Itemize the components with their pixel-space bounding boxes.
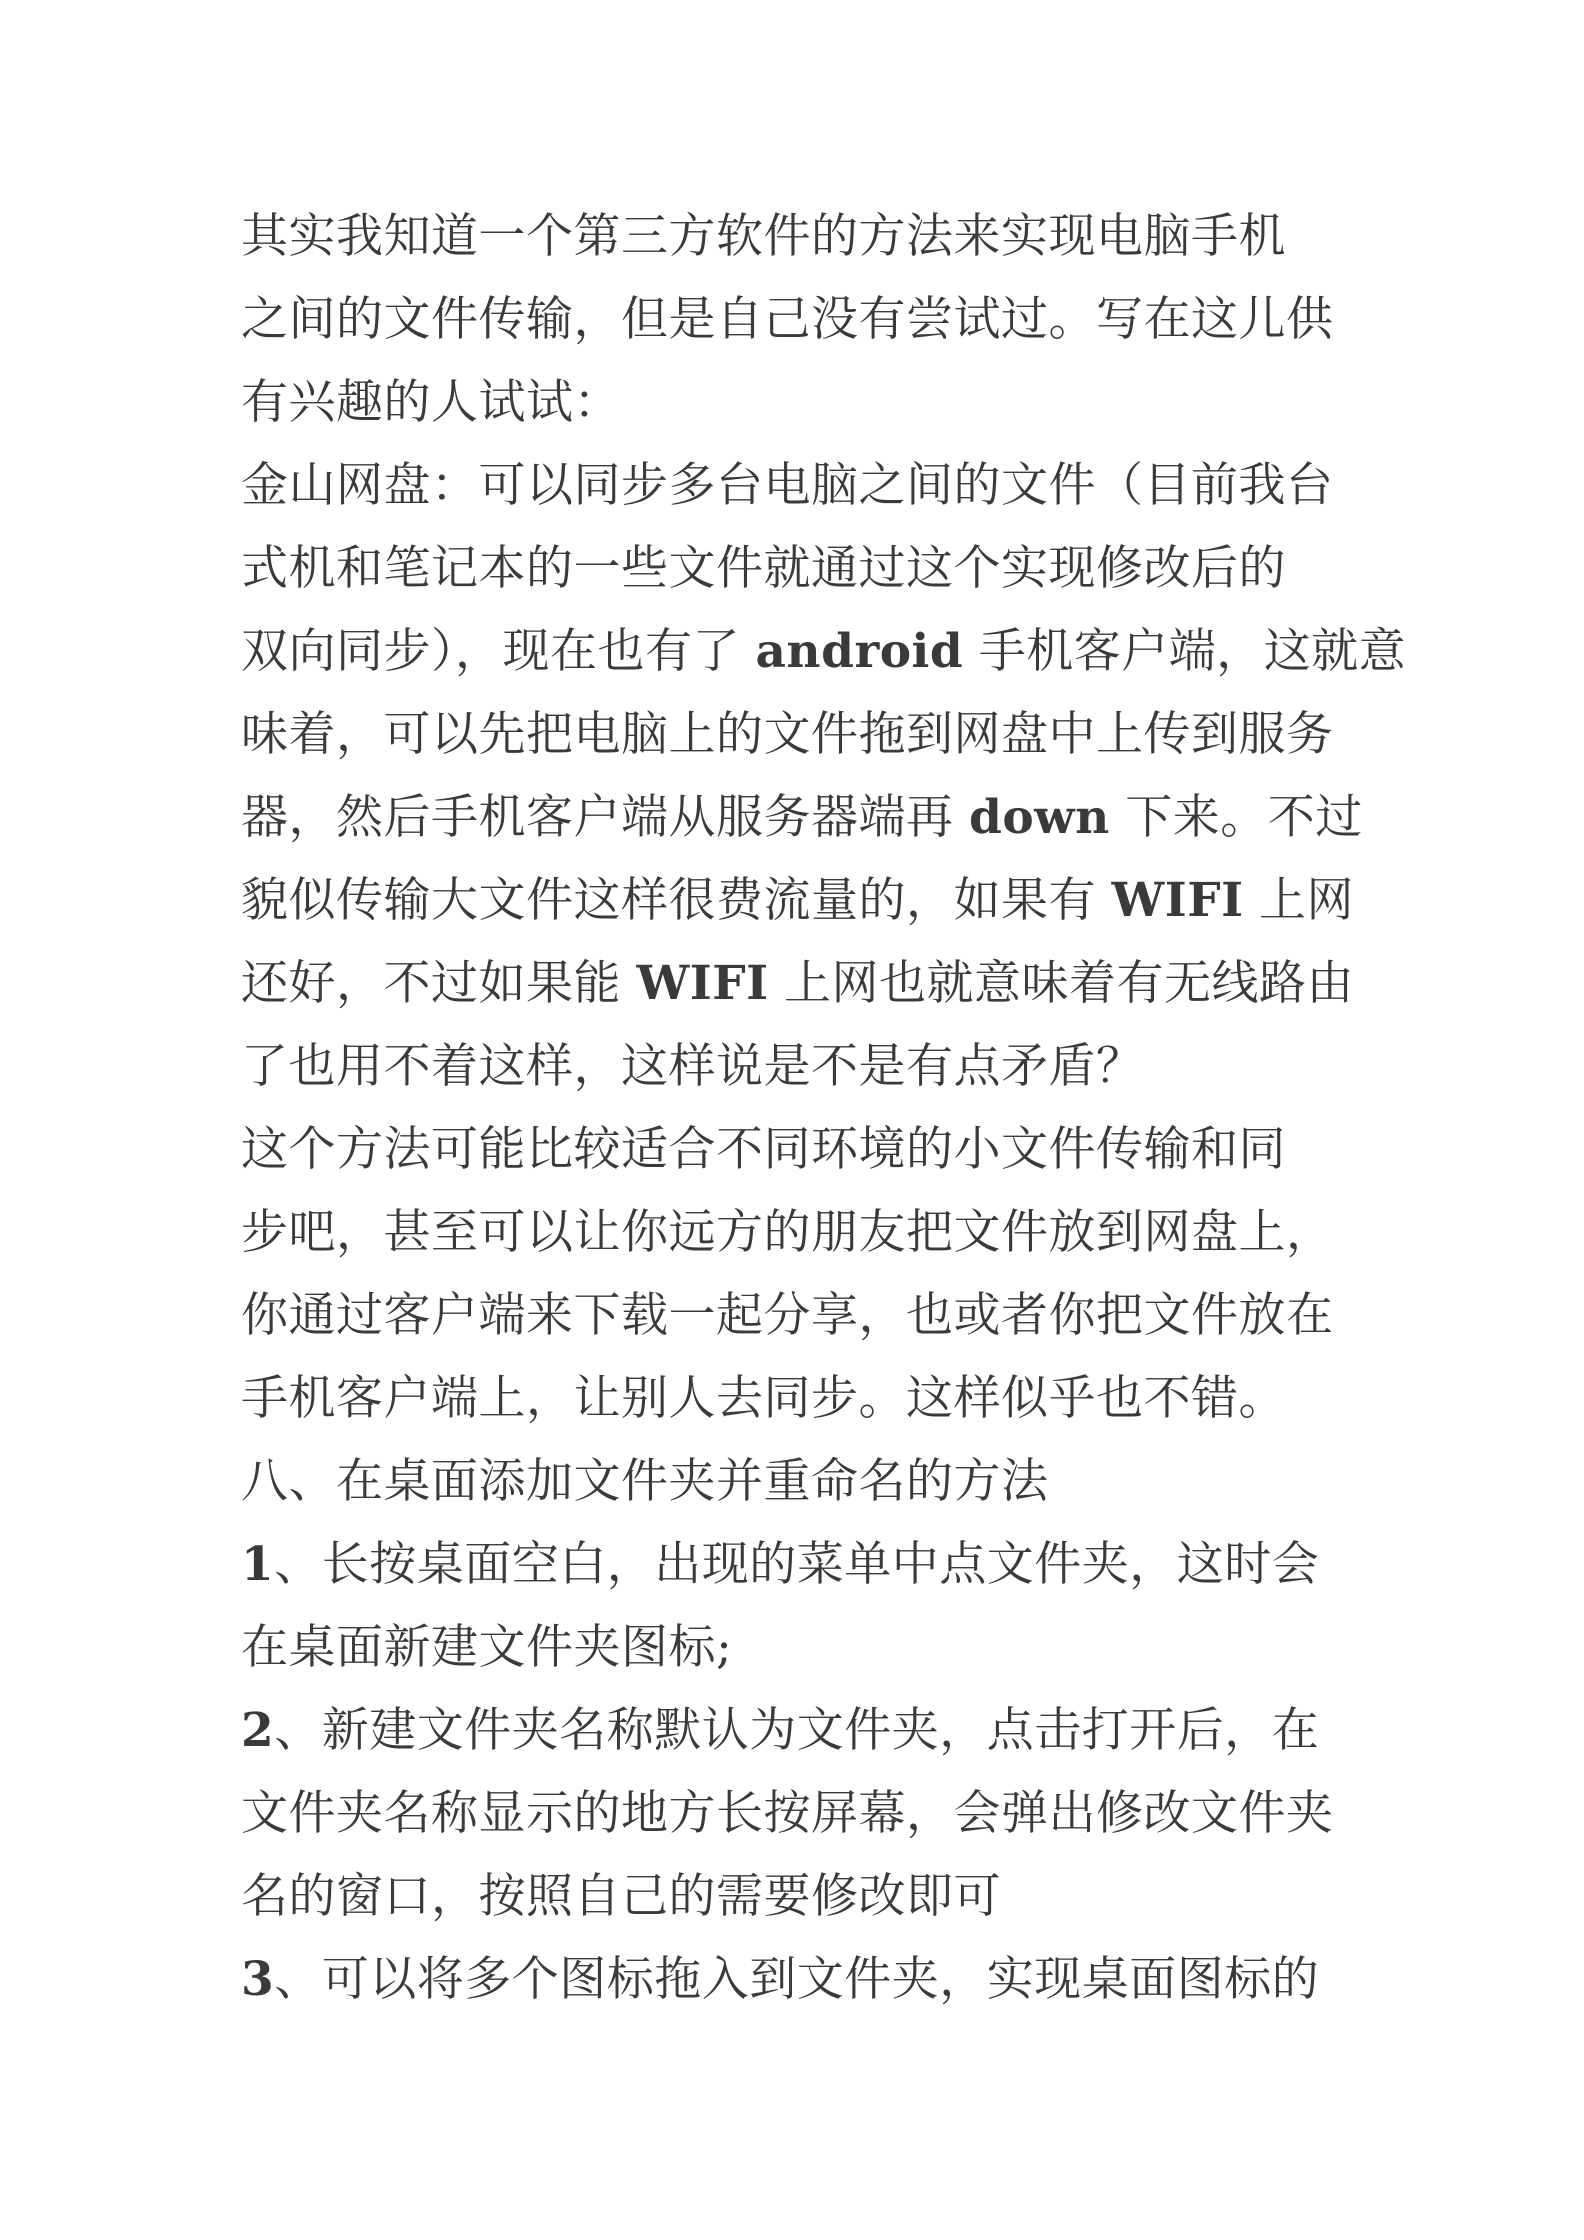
list-number: 3: [241, 1952, 275, 2007]
text-line: [241, 776, 1363, 859]
text-line: [241, 1191, 1351, 1274]
text-run: 之间的文件传输，但是自己没有尝试过。写在这儿供: [241, 292, 1334, 347]
text-run: 下来。不过: [1109, 790, 1363, 845]
text-run: 、新建文件夹名称默认为文件夹，点击打开后，在: [274, 1703, 1320, 1758]
text-line: [241, 859, 1355, 942]
text-line: [241, 1772, 1351, 1855]
bold-term: WIFI: [636, 956, 769, 1011]
bold-term: down: [968, 790, 1110, 845]
text-line: [241, 1855, 1351, 1938]
text-line: [241, 195, 1351, 278]
text-line: [241, 278, 1351, 361]
text-run: 了也用不着这样，这样说是不是有点矛盾？: [241, 1039, 1144, 1094]
text-run: 还好，不过如果能: [241, 956, 637, 1011]
text-line: [241, 693, 1351, 776]
text-run: 八、在桌面添加文件夹并重命名的方法: [241, 1454, 1049, 1509]
text-line: [241, 610, 1407, 693]
bold-term: WIFI: [1111, 873, 1244, 928]
text-run: 文件夹名称显示的地方长按屏幕，会弹出修改文件夹: [241, 1786, 1334, 1841]
text-line: [241, 1025, 1351, 1108]
text-run: 、长按桌面空白，出现的菜单中点文件夹，这时会: [274, 1537, 1320, 1592]
text-run: 你通过客户端来下载一起分享，也或者你把文件放在: [241, 1288, 1334, 1343]
text-run: 其实我知道一个第三方软件的方法来实现电脑手机: [241, 209, 1286, 264]
text-run: 这个方法可能比较适合不同环境的小文件传输和同: [241, 1122, 1286, 1177]
text-line: [241, 1357, 1351, 1440]
text-run: 上网: [1243, 873, 1355, 928]
text-run: 名的窗口，按照自己的需要修改即可: [241, 1869, 1001, 1924]
text-line: [241, 1274, 1351, 1357]
text-line: [241, 942, 1355, 1025]
list-number: 1: [241, 1537, 275, 1592]
text-run: 器，然后手机客户端从服务器端再: [241, 790, 969, 845]
text-line: [241, 1108, 1351, 1191]
text-line: [241, 361, 1351, 444]
text-run: 上网也就意味着有无线路由: [768, 956, 1355, 1011]
text-run: 式机和笔记本的一些文件就通过这个实现修改后的: [241, 541, 1286, 596]
text-run: 在桌面新建文件夹图标;: [241, 1620, 733, 1675]
list-number: 2: [241, 1703, 275, 1758]
text-run: 金山网盘：可以同步多台电脑之间的文件（目前我台: [241, 458, 1334, 513]
document-body: [241, 195, 1407, 2021]
text-run: 貌似传输大文件这样很费流量的，如果有: [241, 873, 1112, 928]
text-run: 、可以将多个图标拖入到文件夹，实现桌面图标的: [274, 1952, 1320, 2007]
list-item-line: [241, 1938, 1351, 2021]
text-line: [241, 527, 1351, 610]
text-run: 味着，可以先把电脑上的文件拖到网盘中上传到服务: [241, 707, 1334, 762]
text-run: 有兴趣的人试试：: [241, 375, 621, 430]
section-heading: [241, 1440, 1351, 1523]
list-item-line: [241, 1523, 1351, 1606]
text-line: [241, 444, 1351, 527]
text-run: 手机客户端，这就意: [963, 624, 1407, 679]
text-run: 步吧，甚至可以让你远方的朋友把文件放到网盘上，: [241, 1205, 1334, 1260]
bold-term: android: [755, 624, 964, 679]
text-run: 双向同步），现在也有了: [241, 624, 756, 679]
list-item-line: [241, 1689, 1351, 1772]
text-run: 手机客户端上，让别人去同步。这样似乎也不错。: [241, 1371, 1286, 1426]
text-line: [241, 1606, 1351, 1689]
